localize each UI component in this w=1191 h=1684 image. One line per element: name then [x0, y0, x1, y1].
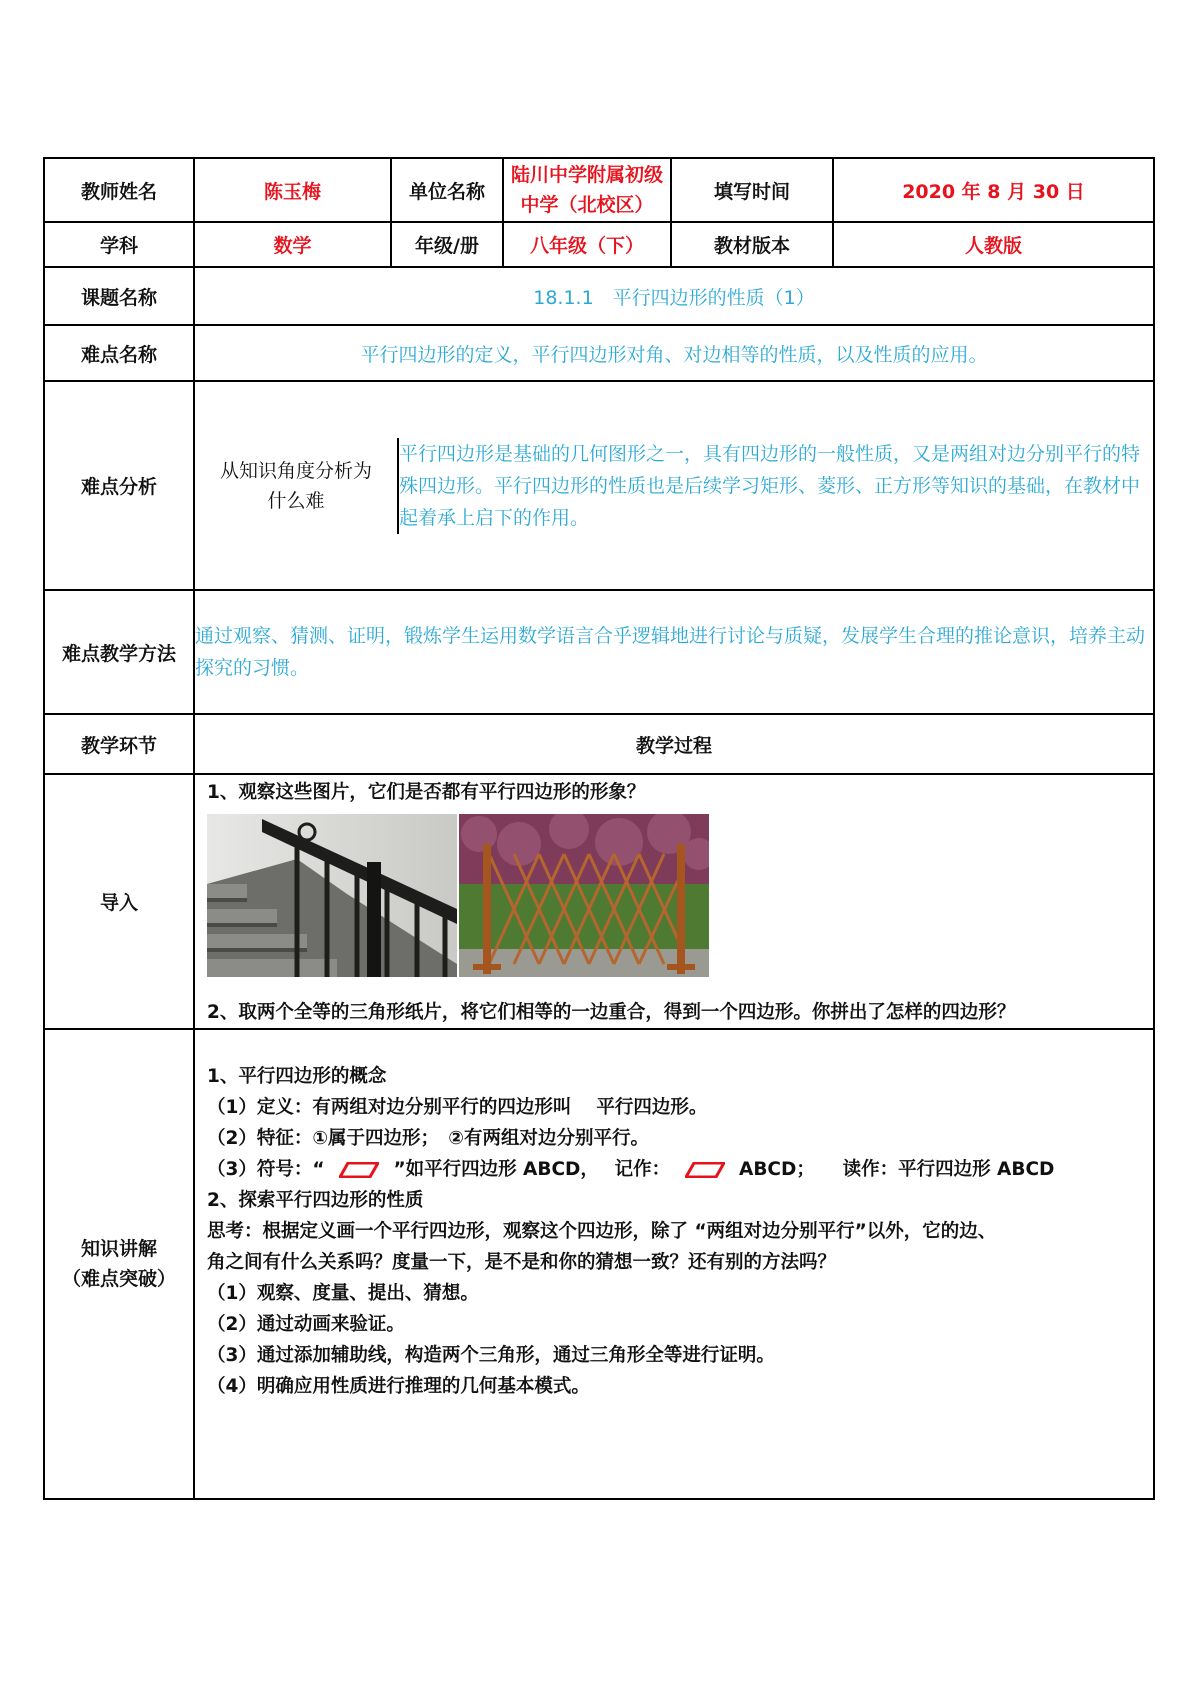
fill-date-label: 填写时间	[671, 158, 833, 222]
process-label: 教学过程	[194, 714, 1154, 774]
fill-date-value: 2020 年 8 月 30 日	[833, 158, 1154, 222]
knowledge-label-line1: 知识讲解	[80, 1238, 157, 1260]
intro-photos	[195, 814, 1153, 977]
grade-value: 八年级（下）	[503, 222, 671, 267]
parallelogram-symbol-icon	[339, 1162, 379, 1178]
row-difficulty	[44, 325, 1154, 381]
symbol-text-b: ”如平行四边形 ABCD， 记作：	[393, 1159, 671, 1180]
intro-content	[194, 774, 1154, 1029]
edition-value: 人教版	[833, 222, 1154, 267]
process-step-label: 教学环节	[44, 714, 194, 774]
staircase-railing-photo	[207, 814, 457, 977]
row-info-2	[44, 222, 1154, 267]
analysis-cell	[194, 381, 1154, 590]
step-3: （3）通过添加辅助线，构造两个三角形，通过三角形全等进行证明。	[207, 1345, 775, 1366]
lesson-plan-table	[43, 157, 1155, 1500]
intro-question-2: 2、取两个全等的三角形纸片，将它们相等的一边重合，得到一个四边形。你拼出了怎样的四边形？	[207, 1002, 1016, 1023]
intro-label: 导入	[44, 774, 194, 1029]
symbol-text-c: ABCD； 读作：平行四边形 ABCD	[739, 1159, 1055, 1180]
subject-label: 学科	[44, 222, 194, 267]
topic-label: 课题名称	[44, 267, 194, 325]
row-analysis	[44, 381, 1154, 590]
concept-heading: 1、平行四边形的概念	[207, 1066, 387, 1087]
row-process-header	[44, 714, 1154, 774]
step-4: （4）明确应用性质进行推理的几何基本模式。	[207, 1376, 590, 1397]
feature-line: （2）特征：①属于四边形； ②有两组对边分别平行。	[207, 1128, 649, 1149]
topic-value: 18.1.1 平行四边形的性质（1）	[194, 267, 1154, 325]
knowledge-label-line2: （难点突破）	[61, 1268, 176, 1290]
symbol-line	[195, 1154, 1153, 1185]
grade-label: 年级/册	[391, 222, 503, 267]
unit-name-line2: 中学（北校区）	[520, 194, 654, 216]
analysis-inner-table	[195, 438, 1153, 534]
method-text: 通过观察、猜测、证明，锻炼学生运用数学语言合乎逻辑地进行讨论与质疑，发展学生合理的推论意识，培养主动探究的习惯。	[194, 590, 1154, 714]
row-info-1	[44, 158, 1154, 222]
row-knowledge	[44, 1029, 1154, 1499]
analysis-label: 难点分析	[44, 381, 194, 590]
parallelogram-symbol-icon	[685, 1162, 725, 1178]
property-heading: 2、探索平行四边形的性质	[207, 1190, 424, 1211]
teacher-name-label: 教师姓名	[44, 158, 194, 222]
unit-name-line1: 陆川中学附属初级	[510, 164, 663, 186]
subject-value: 数学	[194, 222, 391, 267]
row-intro	[44, 774, 1154, 1029]
edition-label: 教材版本	[671, 222, 833, 267]
difficulty-value: 平行四边形的定义，平行四边形对角、对边相等的性质，以及性质的应用。	[194, 325, 1154, 381]
knowledge-label	[44, 1029, 194, 1499]
symbol-text-a: （3）符号：“	[207, 1159, 325, 1180]
step-2: （2）通过动画来验证。	[207, 1314, 405, 1335]
unit-name-value	[503, 158, 671, 222]
intro-question-1: 1、观察这些图片，它们是否都有平行四边形的形象？	[207, 782, 646, 803]
difficulty-label: 难点名称	[44, 325, 194, 381]
method-label: 难点教学方法	[44, 590, 194, 714]
analysis-text: 平行四边形是基础的几何图形之一，具有四边形的一般性质，又是两组对边分别平行的特殊四边形。平行四边形的性质也是后续学习矩形、菱形、正方形等知识的基础，在教材中起着承上启下的作用。	[399, 442, 1141, 529]
lesson-plan-form	[43, 157, 1153, 1495]
definition-line: （1）定义：有两组对边分别平行的四边形叫 平行四边形。	[207, 1097, 708, 1118]
wooden-fence-photo	[459, 814, 709, 977]
analysis-sub-label: 从知识角度分析为什么难	[195, 438, 398, 534]
row-topic	[44, 267, 1154, 325]
step-1: （1）观察、度量、提出、猜想。	[207, 1283, 479, 1304]
unit-name-label: 单位名称	[391, 158, 503, 222]
knowledge-content	[194, 1029, 1154, 1499]
think-line-1: 思考：根据定义画一个平行四边形，观察这个四边形，除了 “两组对边分别平行”以外，它的边、	[207, 1221, 997, 1242]
think-line-2: 角之间有什么关系吗？度量一下，是不是和你的猜想一致？还有别的方法吗？	[207, 1252, 837, 1273]
row-method	[44, 590, 1154, 714]
teacher-name-value: 陈玉梅	[194, 158, 391, 222]
